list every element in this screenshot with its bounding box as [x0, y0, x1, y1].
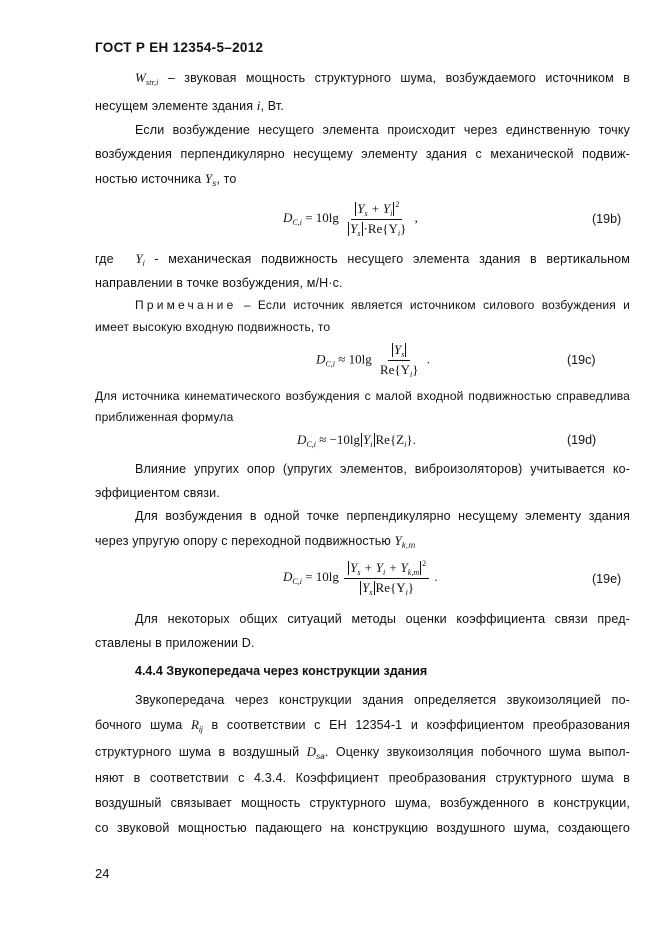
p6-line2: бочного шума $R_{ij}$ в соответствии с ЕН 12354-1 и коэффициентом преобразования: [95, 717, 631, 734]
p6-line3: структурного шума в воздушный $D_{sa}$. Оценку звукоизоляция побочного шума выпол-: [95, 744, 630, 761]
eq19e-number: (19e): [592, 572, 622, 586]
document-header: ГОСТ Р ЕН 12354-5–2012: [95, 40, 264, 55]
p6-line1: Звукопередача через конструкции здания определяется звукоизоляцией по-: [135, 693, 630, 707]
eq19e-fraction: $\frac{Y_s + Y_i + Y_{k,m}^2}{Y_s Re\{Y_i\}}$: [344, 559, 429, 597]
eq19d-number: (19d): [567, 433, 597, 447]
eq19c-fraction: $\frac{Y_s}{Re\{Y_i\}}$: [379, 342, 419, 379]
p6-line4: няют в соответствии с 4.3.4. Коэффициент преобразования структурного шума в: [95, 771, 630, 785]
equation-19c: $D_{C,i} \approx 10\lg$ $\frac{Y_s}{Re\{Y_i\}}$ .: [316, 342, 431, 379]
note-line2: имеет высокую входную подвижность, то: [95, 320, 331, 334]
where-line2: направлении в точке возбуждения, м/Н·с.: [95, 276, 343, 290]
page-number: 24: [95, 866, 110, 881]
kin-line1: Для источника кинематического возбуждения с малой входной подвижностью справедлива: [95, 389, 630, 403]
eq19b-fraction: $\frac{Y_s + Y_i^2}{Y_s \cdot Re\{Y_i\}}$: [350, 200, 407, 238]
equation-19e: $D_{C,i} = 10\lg$ $\frac{Y_s + Y_i + Y_{k,m}^2}{Y_s Re\{Y_i\}}$ .: [283, 559, 438, 597]
p2-line3: ностью источника $Y_s$, то: [95, 171, 237, 188]
section-heading: 4.4.4 Звукопередача через конструкции здания: [135, 664, 428, 678]
where-line1: где $Y_i$ - механическая подвижность несущего элемента здания в вертикальном: [95, 251, 631, 268]
p3-line2: эффициентом связи.: [95, 486, 220, 500]
p6-line5: воздушный связывает мощность структурного шума, возбужденного в конструкции,: [95, 796, 630, 810]
p2-line1: Если возбуждение несущего элемента происходит через единственную точку: [135, 123, 630, 137]
p1-line1: $W_{str,i}$ – звуковая мощность структурного шума, возбуждаемого источником в: [135, 70, 630, 87]
p6-line6: со звуковой мощностью падающего на конструкцию воздушного шума, создающего: [95, 821, 630, 835]
eq19b-number: (19b): [592, 212, 622, 226]
p3-line1: Влияние упругих опор (упругих элементов, виброизоляторов) учитывается ко-: [135, 462, 630, 476]
kin-line2: приближенная формула: [95, 410, 234, 424]
eq19c-number: (19c): [567, 353, 596, 367]
p2-line2: возбуждения перпендикулярно несущему элементу здания с механической подвиж-: [95, 147, 630, 161]
note-line1: Примечание – Если источник является источником силового возбуждения и: [135, 298, 631, 312]
p5-line1: Для некоторых общих ситуаций методы оценки коэффициента связи пред-: [135, 612, 630, 626]
w-symbol: $W_{str,i}$: [135, 70, 159, 87]
p4-line1: Для возбуждения в одной точке перпендикулярно несущему элементу здания: [135, 509, 630, 523]
p1-line2: несущем элементе здания i, Вт.: [95, 98, 284, 113]
p5-line2: ставлены в приложении D.: [95, 636, 255, 650]
p4-line2: через упругую опору с переходной подвижностью $Y_{k,m}$: [95, 533, 416, 550]
equation-19b: $D_{C,i} = 10\lg$ $\frac{Y_s + Y_i^2}{Y_s \cdot Re\{Y_i\}}$ ,: [283, 200, 418, 238]
equation-19d: $D_{C,i} \approx -10\lg$ $Y_i$ $Re\{Z_i\}$.: [297, 432, 416, 449]
